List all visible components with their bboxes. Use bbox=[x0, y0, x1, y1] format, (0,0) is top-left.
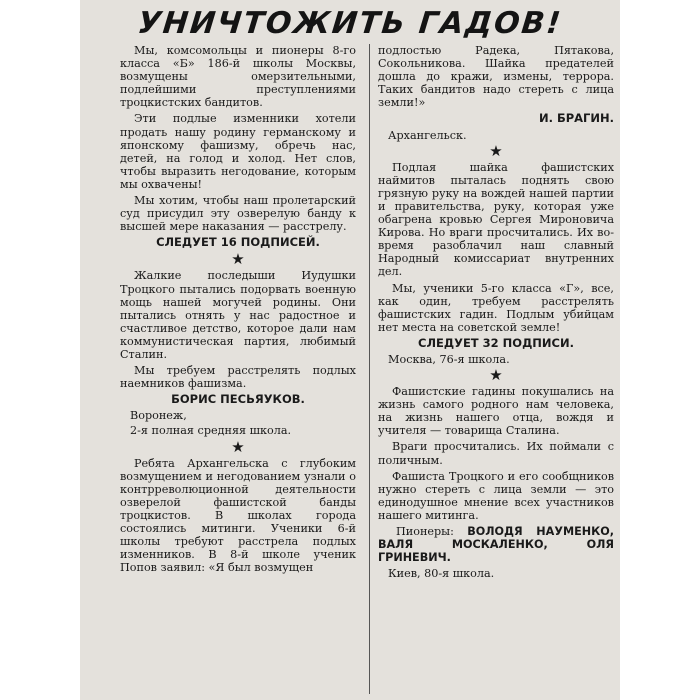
newspaper-page bbox=[80, 0, 620, 700]
letter-paragraph: Подлая шайка фашистских наймитов пыталась поднять свою грязную руку на вождей нашей партии и правительства, руку, которая уже обагрена кровью Сергея Мироновича Кирова. Но враги просчитались. Их во-время разоблачил наш славный Народный комиссариат внутренних дел. bbox=[378, 160, 614, 279]
place-line: Киев, 80-я школа. bbox=[388, 567, 495, 581]
letter-paragraph: Фашистские гадины покушались на жизнь самого родного нам человека, на жизнь нашего отца, вождя и учителя — товарища Сталина. bbox=[378, 385, 614, 438]
letter-paragraph: Жалкие последыши Иудушки Троцкого пытались подорвать военную мощь нашей могучей родины. Они пытались отнять у нас радостное и счастливое детство, которое дали нам коммунистическая партия, любимый Сталин. bbox=[120, 269, 356, 361]
letter-paragraph: Мы, комсомольцы и пионеры 8-го класса «Б» 186-й школы Москвы, возмущены омерзительными, подлейшими преступлениями троцкистских бандитов. bbox=[120, 44, 356, 110]
pioneers-names: ВОЛОДЯ НАУМЕНКО, ВАЛЯ МОСКАЛЕНКО, ОЛЯ ГРИНЕВИЧ. bbox=[378, 525, 614, 565]
letter-paragraph: Эти подлые изменники хотели продать нашу родину германскому и японскому фашизму, обречь нас, детей, на голод и холод. Нет слов, чтобы выразить негодование, которым мы охвачены! bbox=[120, 112, 356, 191]
letter-paragraph: Мы, ученики 5-го класса «Г», все, как один, требуем расстрелять фашистских гадин. Подлым убийцам нет места на советской земле! bbox=[378, 281, 614, 334]
place-line: Архангельск. bbox=[388, 128, 467, 142]
place-line: 2-я полная средняя школа. bbox=[130, 424, 292, 438]
letter-paragraph: Ребята Архангельска с глубоким возмущением и негодованием узнали о контрреволюционной деятельности озверелой фашистской банды троцкистов. В школах города состоялись митинги. Ученики 6-й школы требуют расстрела подлых изменников. В 8-й школе ученик Попов заявил: «Я был возмущен bbox=[120, 456, 356, 575]
column-divider bbox=[369, 44, 370, 694]
letter-paragraph: Фашиста Троцкого и его сообщников нужно стереть с лица земли — это единодушное мнение всех участников нашего митинга. bbox=[378, 469, 614, 522]
letter-paragraph: Враги просчитались. Их поймали с поличным. bbox=[378, 440, 614, 467]
star-icon: ★ bbox=[489, 366, 503, 385]
headline: УНИЧТОЖИТЬ ГАДОВ! bbox=[136, 6, 564, 41]
right-column bbox=[378, 44, 614, 582]
signature: И. БРАГИН. bbox=[538, 111, 614, 126]
place-line: Москва, 76-я школа. bbox=[388, 352, 510, 366]
signature: СЛЕДУЕТ 32 ПОДПИСИ. bbox=[418, 335, 574, 350]
star-icon: ★ bbox=[489, 141, 503, 160]
left-column bbox=[120, 44, 356, 577]
signature-block bbox=[378, 525, 614, 564]
letter-paragraph: Мы требуем расстрелять подлых наемников фашизма. bbox=[120, 364, 356, 391]
pioneers-label: Пионеры: bbox=[396, 525, 454, 538]
place-line: Воронеж, bbox=[130, 409, 187, 423]
star-icon: ★ bbox=[231, 437, 245, 456]
signature: СЛЕДУЕТ 16 ПОДПИСЕЙ. bbox=[156, 235, 320, 250]
letter-paragraph: Мы хотим, чтобы наш пролетарский суд присудил эту озверелую банду к высшей мере наказания — расстрелу. bbox=[120, 194, 356, 234]
star-icon: ★ bbox=[231, 250, 245, 269]
letter-paragraph: подлостью Радека, Пятакова, Сокольникова. Шайка предателей дошла до кражи, измены, террора. Таких бандитов надо стереть с лица земли!» bbox=[378, 44, 614, 110]
signature: БОРИС ПЕСЬЯУКОВ. bbox=[171, 392, 305, 407]
